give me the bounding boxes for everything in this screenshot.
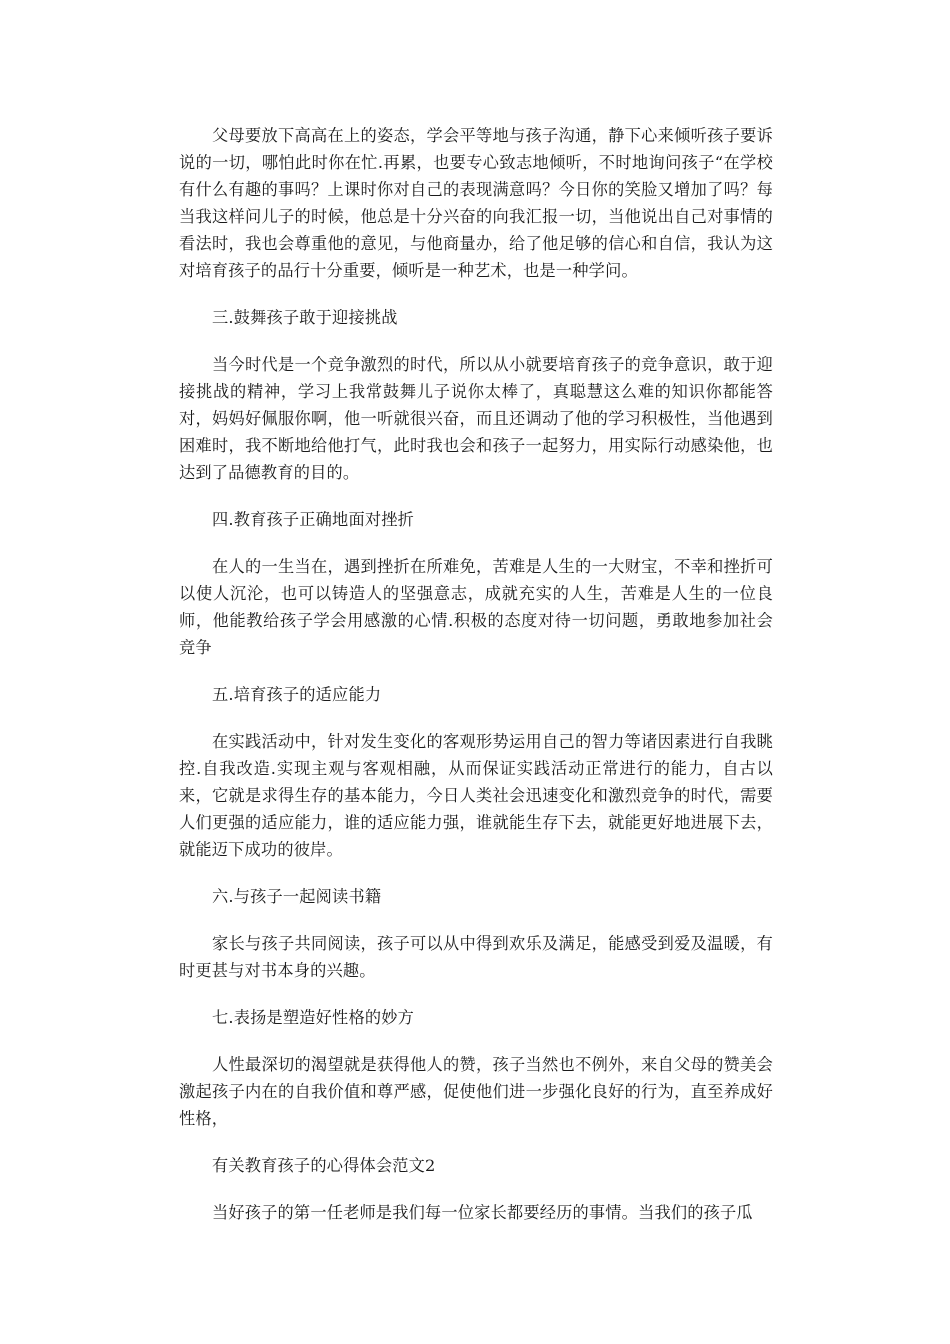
section-heading: 五.培育孩子的适应能力 bbox=[212, 685, 382, 704]
section-heading: 七.表扬是塑造好性格的妙方 bbox=[212, 1008, 414, 1027]
section-heading: 三.鼓舞孩子敢于迎接挑战 bbox=[212, 308, 398, 327]
paragraph: 家长与孩子共同阅读，孩子可以从中得到欢乐及满足，能感受到爱及温暖，有时更甚与对书本身的兴趣。 bbox=[179, 934, 773, 980]
paragraph: 人性最深切的渴望就是获得他人的赞，孩子当然也不例外，来自父母的赞美会激起孩子内在的自我价值和尊严感，促使他们进一步强化良好的行为，直至养成好性格， bbox=[179, 1055, 773, 1128]
paragraph: 当好孩子的第一任老师是我们每一位家长都要经历的事情。当我们的孩子瓜 bbox=[212, 1203, 753, 1222]
paragraph: 在实践活动中，针对发生变化的客观形势运用自己的智力等诸因素进行自我眺控.自我改造.实现主观与客观相融，从而保证实践活动正常进行的能力，自古以来，它就是求得生存的基本能力，今日人类社会迅速变化和激烈竞争的时代，需要人们更强的适应能力，谁的适应能力强，谁就能生存下去，就能更好地进展下去，就能迈下成功的彼岸。 bbox=[179, 732, 773, 859]
paragraph: 父母要放下高高在上的姿态，学会平等地与孩子沟通，静下心来倾听孩子要诉说的一切，哪怕此时你在忙.再累，也要专心致志地倾听，不时地询问孩子“在学校有什么有趣的事吗？上课时你对自己的表现满意吗？今日你的笑脸又增加了吗？每当我这样问儿子的时候，他总是十分兴奋的向我汇报一切，当他说出自己对事情的看法时，我也会尊重他的意见，与他商量办，给了他足够的信心和自信，我认为这对培育孩子的品行十分重要，倾听是一种艺术，也是一种学问。 bbox=[179, 126, 773, 280]
paragraph: 在人的一生当在，遇到挫折在所难免，苦难是人生的一大财宝，不幸和挫折可以使人沉沦，也可以铸造人的坚强意志，成就充实的人生，苦难是人生的一位良师，他能教给孩子学会用感激的心情.积极的态度对待一切问题，勇敢地参加社会竞争 bbox=[179, 557, 773, 657]
paragraph: 当今时代是一个竞争激烈的时代，所以从小就要培育孩子的竞争意识，敢于迎接挑战的精神，学习上我常鼓舞儿子说你太棒了，真聪慧这么难的知识你都能答对，妈妈好佩服你啊，他一听就很兴奋，而且还调动了他的学习积极性，当他遇到困难时，我不断地给他打气，此时我也会和孩子一起努力，用实际行动感染他，也达到了品德教育的目的。 bbox=[179, 355, 773, 482]
section-heading: 六.与孩子一起阅读书籍 bbox=[212, 887, 382, 906]
document-body bbox=[179, 122, 773, 1246]
essay-title: 有关教育孩子的心得体会范文2 bbox=[212, 1156, 436, 1175]
section-heading: 四.教育孩子正确地面对挫折 bbox=[212, 510, 414, 529]
